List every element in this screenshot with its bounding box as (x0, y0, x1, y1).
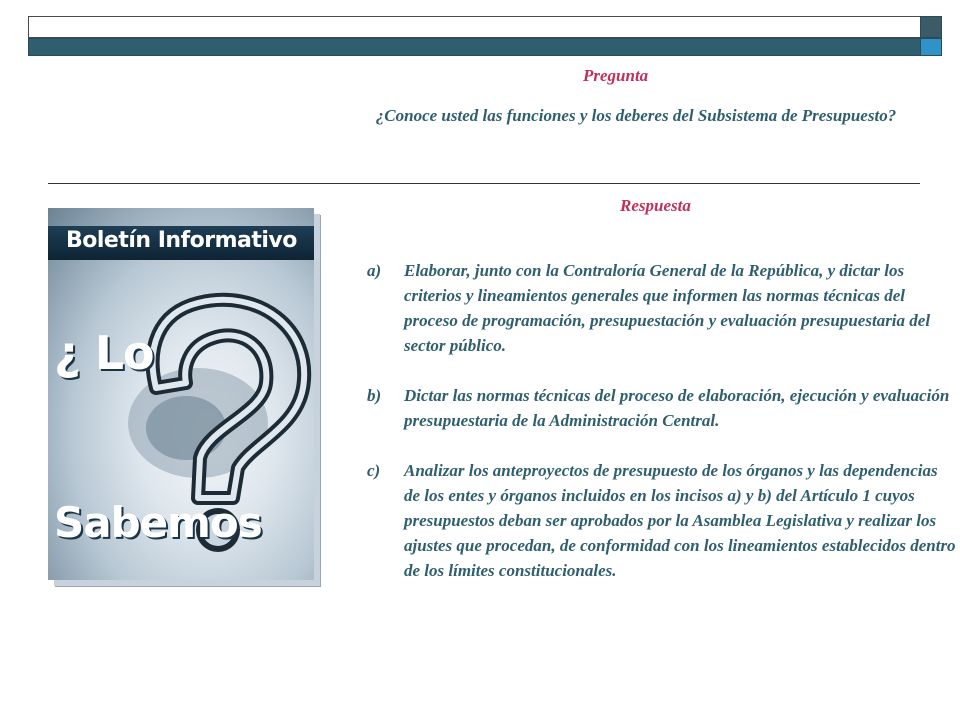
question-text: ¿Conoce usted las funciones y los deberes del Subsistema de Presupuesto? (375, 106, 897, 125)
cover-line-1: ¿ Lo (54, 326, 154, 380)
answer-text: Analizar los anteproyectos de presupuesto de los órganos y las dependencias de los entes y órganos incluidos en los incisos a) y b) del Artículo 1 cuyos presupuestos deban ser aprobados por la Asamblea Legislativa y realizar los ajustes que procedan, de conformidad con los lineamientos establecidos dentro de los límites constitucionales. (404, 461, 956, 580)
top-bar-square-blue (920, 38, 942, 56)
top-bar-lower (28, 38, 942, 56)
cover-line-2: Sabemos (54, 498, 262, 547)
bulletin-cover-image (48, 208, 314, 580)
cover-title: Boletín Informativo (66, 228, 297, 253)
answer-marker: a) (367, 261, 382, 280)
answer-text: Dictar las normas técnicas del proceso de elaboración, ejecución y evaluación presupuestaria de la Administración Central. (404, 386, 950, 430)
answer-item-c (367, 458, 957, 583)
top-bar-square-dark (920, 16, 942, 38)
question-heading: Pregunta (583, 66, 649, 85)
answer-heading: Respuesta (620, 196, 691, 215)
answer-list (367, 258, 957, 608)
answer-marker: c) (367, 461, 381, 480)
answer-item-a (367, 258, 957, 358)
top-bar-upper (28, 16, 942, 38)
answer-text: Elaborar, junto con la Contraloría General de la República, y dictar los criterios y lineamientos generales que informen las normas técnicas del proceso de programación, presupuestación y evaluación presupuestaria del sector público. (404, 261, 931, 355)
section-divider (48, 183, 920, 184)
answer-item-b (367, 383, 957, 433)
top-decorative-bar (28, 16, 942, 56)
answer-marker: b) (367, 386, 382, 405)
